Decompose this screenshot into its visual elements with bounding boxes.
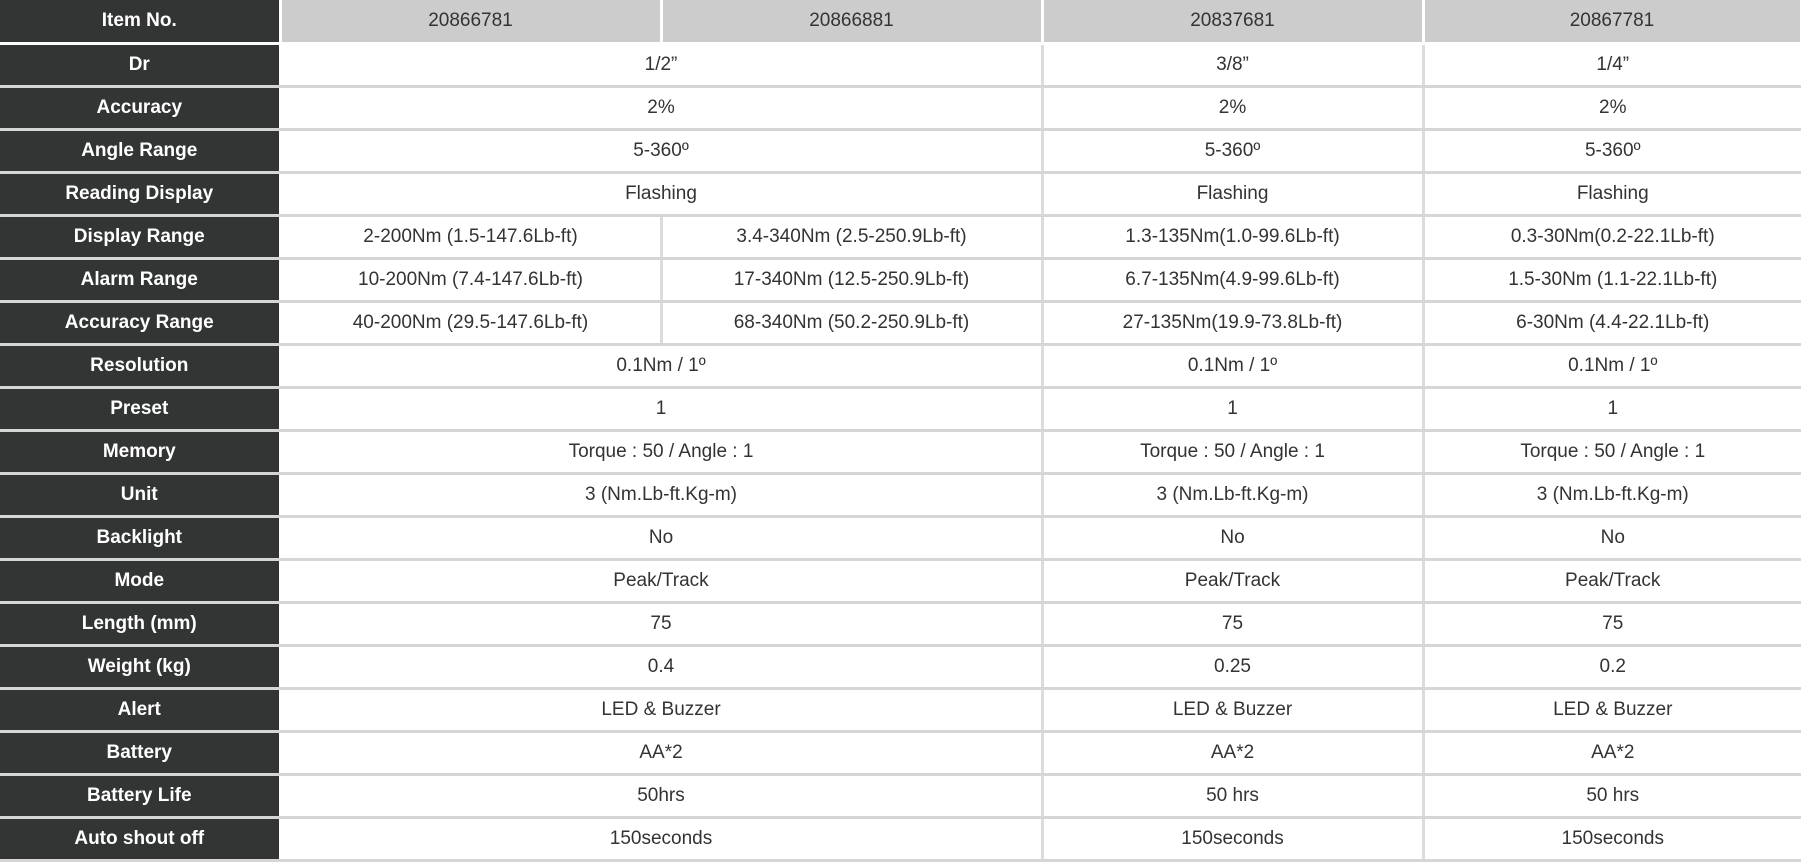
spec-row — [0, 602, 1801, 645]
spec-value-cell: 1/2” — [280, 43, 1042, 86]
spec-row — [0, 344, 1801, 387]
spec-row-label: Angle Range — [0, 129, 280, 172]
spec-value-cell: 150seconds — [1042, 817, 1423, 860]
spec-row-label: Mode — [0, 559, 280, 602]
spec-value-cell: 150seconds — [1423, 817, 1801, 860]
spec-row — [0, 516, 1801, 559]
spec-row — [0, 817, 1801, 860]
spec-value-cell: 2% — [280, 86, 1042, 129]
spec-value-cell: 3.4-340Nm (2.5-250.9Lb-ft) — [661, 215, 1042, 258]
spec-row — [0, 301, 1801, 344]
spec-value-cell: Flashing — [280, 172, 1042, 215]
spec-value-cell: 0.1Nm / 1º — [280, 344, 1042, 387]
spec-value-cell: LED & Buzzer — [1042, 688, 1423, 731]
spec-value-cell: 50 hrs — [1042, 774, 1423, 817]
spec-value-cell: 27-135Nm(19.9-73.8Lb-ft) — [1042, 301, 1423, 344]
spec-row-label: Battery — [0, 731, 280, 774]
spec-value-cell: LED & Buzzer — [280, 688, 1042, 731]
spec-value-cell: AA*2 — [280, 731, 1042, 774]
item-number-row — [0, 0, 1801, 43]
spec-row-label: Memory — [0, 430, 280, 473]
spec-value-cell: No — [1423, 516, 1801, 559]
spec-row — [0, 258, 1801, 301]
spec-value-cell: 2% — [1423, 86, 1801, 129]
spec-row-label: Preset — [0, 387, 280, 430]
spec-row-label: Backlight — [0, 516, 280, 559]
spec-value-cell: 75 — [1042, 602, 1423, 645]
spec-row — [0, 129, 1801, 172]
spec-value-cell: 0.2 — [1423, 645, 1801, 688]
spec-row — [0, 430, 1801, 473]
spec-value-cell: 10-200Nm (7.4-147.6Lb-ft) — [280, 258, 661, 301]
spec-value-cell: Peak/Track — [1423, 559, 1801, 602]
spec-row-label: Length (mm) — [0, 602, 280, 645]
spec-value-cell: No — [280, 516, 1042, 559]
spec-value-cell: 75 — [280, 602, 1042, 645]
spec-row — [0, 215, 1801, 258]
spec-value-cell: 0.1Nm / 1º — [1423, 344, 1801, 387]
spec-value-cell: Torque : 50 / Angle : 1 — [280, 430, 1042, 473]
spec-value-cell: 3 (Nm.Lb-ft.Kg-m) — [1423, 473, 1801, 516]
spec-value-cell: 3 (Nm.Lb-ft.Kg-m) — [280, 473, 1042, 516]
spec-row — [0, 387, 1801, 430]
spec-row — [0, 774, 1801, 817]
spec-value-cell: AA*2 — [1042, 731, 1423, 774]
spec-value-cell: 1.3-135Nm(1.0-99.6Lb-ft) — [1042, 215, 1423, 258]
spec-row-label: Alert — [0, 688, 280, 731]
spec-value-cell: Peak/Track — [1042, 559, 1423, 602]
spec-value-cell: Torque : 50 / Angle : 1 — [1042, 430, 1423, 473]
spec-value-cell: 1/4” — [1423, 43, 1801, 86]
spec-row-label: Unit — [0, 473, 280, 516]
spec-value-cell: AA*2 — [1423, 731, 1801, 774]
spec-row — [0, 559, 1801, 602]
spec-value-cell: Flashing — [1423, 172, 1801, 215]
spec-value-cell: 0.4 — [280, 645, 1042, 688]
spec-value-cell: 3 (Nm.Lb-ft.Kg-m) — [1042, 473, 1423, 516]
spec-value-cell: 1.5-30Nm (1.1-22.1Lb-ft) — [1423, 258, 1801, 301]
spec-row-label: Reading Display — [0, 172, 280, 215]
spec-value-cell: 75 — [1423, 602, 1801, 645]
spec-value-cell: No — [1042, 516, 1423, 559]
spec-row — [0, 645, 1801, 688]
spec-row — [0, 731, 1801, 774]
spec-value-cell: 17-340Nm (12.5-250.9Lb-ft) — [661, 258, 1042, 301]
spec-value-cell: 5-360º — [1042, 129, 1423, 172]
spec-value-cell: LED & Buzzer — [1423, 688, 1801, 731]
spec-value-cell: 1 — [280, 387, 1042, 430]
spec-value-cell: 0.25 — [1042, 645, 1423, 688]
spec-row-label: Battery Life — [0, 774, 280, 817]
spec-value-cell: Torque : 50 / Angle : 1 — [1423, 430, 1801, 473]
spec-value-cell: 1 — [1042, 387, 1423, 430]
spec-row-label: Display Range — [0, 215, 280, 258]
spec-value-cell: 0.1Nm / 1º — [1042, 344, 1423, 387]
row-label-item-no: Item No. — [0, 0, 280, 43]
spec-value-cell: 0.3-30Nm(0.2-22.1Lb-ft) — [1423, 215, 1801, 258]
spec-value-cell: Flashing — [1042, 172, 1423, 215]
spec-value-cell: 3/8” — [1042, 43, 1423, 86]
spec-row-label: Dr — [0, 43, 280, 86]
spec-value-cell: 2-200Nm (1.5-147.6Lb-ft) — [280, 215, 661, 258]
spec-row-label: Weight (kg) — [0, 645, 280, 688]
spec-value-cell: 1 — [1423, 387, 1801, 430]
item-number-cell: 20867781 — [1423, 0, 1801, 43]
spec-value-cell: 40-200Nm (29.5-147.6Lb-ft) — [280, 301, 661, 344]
spec-value-cell: 2% — [1042, 86, 1423, 129]
spec-row-label: Alarm Range — [0, 258, 280, 301]
spec-value-cell: 6.7-135Nm(4.9-99.6Lb-ft) — [1042, 258, 1423, 301]
spec-row — [0, 43, 1801, 86]
spec-row — [0, 688, 1801, 731]
spec-value-cell: 50hrs — [280, 774, 1042, 817]
spec-row-label: Accuracy — [0, 86, 280, 129]
spec-value-cell: 6-30Nm (4.4-22.1Lb-ft) — [1423, 301, 1801, 344]
spec-row-label: Resolution — [0, 344, 280, 387]
spec-row — [0, 473, 1801, 516]
spec-value-cell: 50 hrs — [1423, 774, 1801, 817]
item-number-cell: 20837681 — [1042, 0, 1423, 43]
spec-row-label: Accuracy Range — [0, 301, 280, 344]
spec-row — [0, 172, 1801, 215]
spec-row-label: Auto shout off — [0, 817, 280, 860]
spec-value-cell: 5-360º — [280, 129, 1042, 172]
item-number-cell: 20866781 — [280, 0, 661, 43]
spec-value-cell: Peak/Track — [280, 559, 1042, 602]
spec-value-cell: 150seconds — [280, 817, 1042, 860]
item-number-cell: 20866881 — [661, 0, 1042, 43]
spec-value-cell: 68-340Nm (50.2-250.9Lb-ft) — [661, 301, 1042, 344]
spec-row — [0, 86, 1801, 129]
spec-value-cell: 5-360º — [1423, 129, 1801, 172]
